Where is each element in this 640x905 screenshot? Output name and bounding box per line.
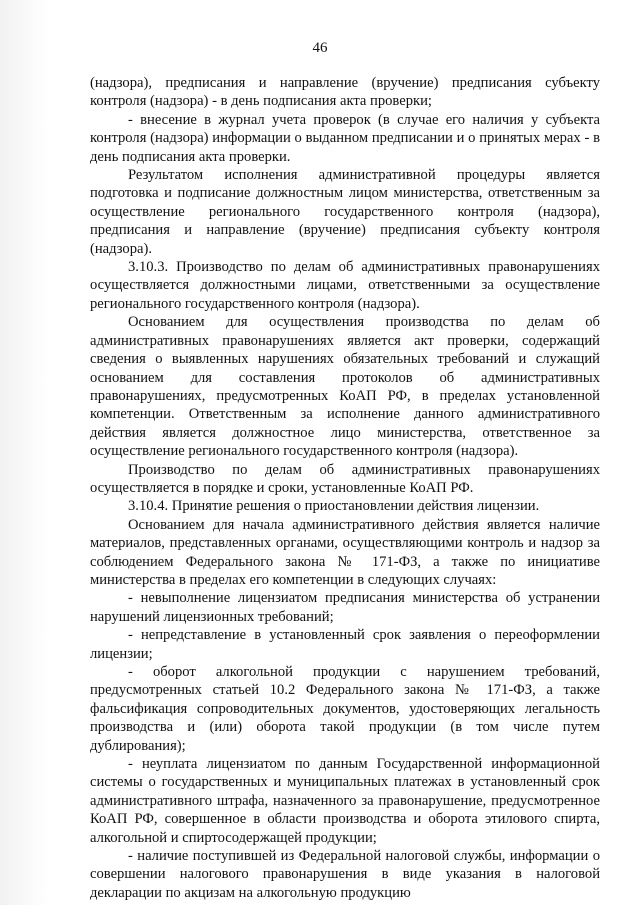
body-text: [90, 74, 600, 902]
paragraph: 3.10.4. Принятие решения о приостановлении действия лицензии.: [128, 498, 540, 515]
page-number: 46: [312, 40, 328, 56]
paragraph: Производство по делам об административных правонарушениях осуществляется в порядке и сроки, установленные КоАП РФ.: [90, 461, 600, 496]
paragraph: Основанием для осуществления производства по делам об административных правонарушениях является акт проверки, содержащий сведения о выявленных нарушениях обязательных требований и служащий основанием для составления протоколов об административных правонарушениях, предусмотренных КоАП РФ, в пределах установленной компетенции. Ответственным за исполнение данного административного действия является должностное лицо министерства, ответственное за осуществление регионального государственного контроля (надзора).: [90, 314, 600, 460]
paragraph: (надзора), предписания и направление (вручение) предписания субъекту контроля (надзора) - в день подписания акта проверки;: [90, 75, 600, 110]
paragraph: - внесение в журнал учета проверок (в случае его наличия у субъекта контроля (надзора) информации о выданном предписании и о принятых мерах - в день подписания акта проверки.: [90, 111, 600, 165]
scan-margin: [0, 0, 52, 905]
paragraph: - невыполнение лицензиатом предписания министерства об устранении нарушений лицензионных требований;: [90, 590, 600, 625]
paragraph: - неуплата лицензиатом по данным Государственной информационной системы о государственных и муниципальных платежах в установленный срок административного штрафа, назначенного за правонарушение, предусмотренное КоАП РФ, совершенное в области производства и оборота этилового спирта, алкогольной и спиртосодержащей продукции;: [90, 756, 600, 846]
paragraph: - наличие поступившей из Федеральной налоговой службы, информации о совершении налогового правонарушения в виде указания в налоговой декларации по акцизам на алкогольную продукцию: [90, 848, 600, 901]
paragraph: Результатом исполнения административной процедуры является подготовка и подписание должностным лицом министерства, ответственным за осуществление регионального государственного контроля (надзора), предписания и направление (вручение) предписания субъекту контроля (надзора).: [90, 167, 600, 257]
paragraph: 3.10.3. Производство по делам об административных правонарушениях осуществляется должностными лицами, ответственными за осуществление регионального государственного контроля (надзора).: [90, 259, 600, 312]
paragraph: Основанием для начала административного действия является наличие материалов, представленных органами, осуществляющими контроль и надзор за соблюдением Федерального закона № 171-ФЗ, а также по инициативе министерства в пределах его компетенции в следующих случаях:: [90, 516, 600, 588]
paragraph: - непредставление в установленный срок заявления о переоформлении лицензии;: [90, 627, 600, 662]
paragraph: - оборот алкогольной продукции с нарушением требований, предусмотренных статьей 10.2 Федерального закона № 171-ФЗ, а также фальсификация сопроводительных документов, удостоверяющих легальность производства и (или) оборота такой продукции (в том числе путем дублирования);: [90, 664, 600, 754]
